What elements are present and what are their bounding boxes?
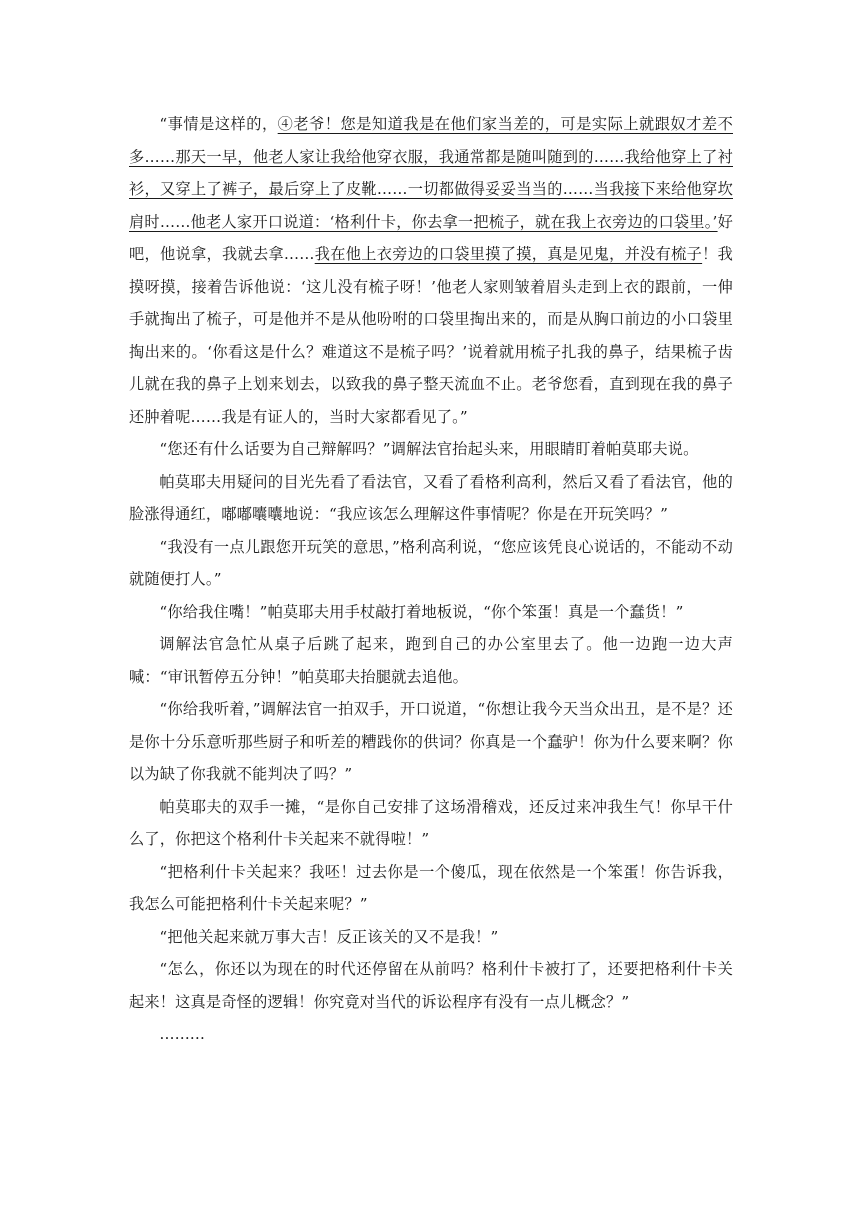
paragraph-1-lead: “事情是这样的， [159,115,278,133]
underlined-passage-search: 我在他上衣旁边的口袋里摸了摸，真是见鬼，并没有梳子 [314,245,703,263]
paragraph-3: 帕莫耶夫用疑问的目光先看了看法官，又看了看格利高利，然后又看了看法官，他的脸涨得通红，嘟嘟囔囔地说：“我应该怎么理解这件事情呢？你是在开玩笑吗？” [129,472,733,523]
paragraph-4: “我没有一点儿跟您开玩笑的意思，”格利高利说，“您应该凭良心说话的，不能动不动就随便打人。” [129,537,733,588]
paragraph-1-rest: ！我摸呀摸，接着告诉他说：‘这儿没有梳子呀！’他老人家则皱着眉头走到上衣的跟前，一伸手就掏出了梳子，可是他并不是从他吩咐的口袋里掏出来的，而是从胸口前边的小口袋里掏出来的。‘你看这是什么？难道这不是梳子吗？’说着就用梳子扎我的鼻子，结果梳子齿儿就在我的鼻子上划来划去，以致我的鼻子整天流血不止。老爷您看，直到现在我的鼻子还肿着呢……我是有证人的，当时大家都看见了。” [129,245,734,426]
paragraph-8: 帕莫耶夫的双手一摊，“是你自己安排了这场滑稽戏，还反过来冲我生气！你早干什么了，你把这个格利什卡关起来不就得啦！” [129,797,733,848]
paragraph-1 [129,108,733,433]
document-body [129,108,733,1051]
paragraph-9: “把格利什卡关起来？我呸！过去你是一个傻瓜，现在依然是一个笨蛋！你告诉我，我怎么可能把格利什卡关起来呢？” [129,862,733,913]
ellipsis: ……… [159,1025,205,1043]
paragraph-2: “您还有什么话要为自己辩解吗？”调解法官抬起头来，用眼睛盯着帕莫耶夫说。 [159,440,699,458]
paragraph-11: “怎么，你还以为现在的时代还停留在从前吗？格利什卡被打了，还要把格利什卡关起来！这真是奇怪的逻辑！你究竟对当代的诉讼程序有没有一点儿概念？” [129,960,733,1011]
underlined-passage-4: ④老爷！您是知道我是在他们家当差的，可是实际上就跟奴才差不多……那天一早，他老人家让我给他穿衣服，我通常都是随叫随到的……我给他穿上了衬衫，又穿上了裤子，最后穿上了皮靴……一切都做得妥妥当当的……当我接下来给他穿坎肩时……他老人家开口说道：‘格利什卡，你去拿一把梳子，就在我上衣旁边的口袋里。’ [129,115,733,231]
paragraph-7: “你给我听着，”调解法官一拍双手，开口说道，“你想让我今天当众出丑，是不是？还是你十分乐意听那些厨子和听差的糟践你的供词？你真是一个蠢驴！你为什么要来啊？你以为缺了你我就不能判决了吗？” [129,700,733,783]
paragraph-5: “你给我住嘴！”帕莫耶夫用手杖敲打着地板说，“你个笨蛋！真是一个蠢货！” [159,602,684,621]
paragraph-1-middle: 好吧，他说拿，我就去拿…… [129,212,734,263]
paragraph-10: “把他关起来就万事大吉！反正该关的又不是我！” [159,927,499,946]
paragraph-6: 调解法官急忙从桌子后跳了起来，跑到自己的办公室里去了。他一边跑一边大声喊：“审讯暂停五分钟！”帕莫耶夫抬腿就去追他。 [129,635,733,686]
